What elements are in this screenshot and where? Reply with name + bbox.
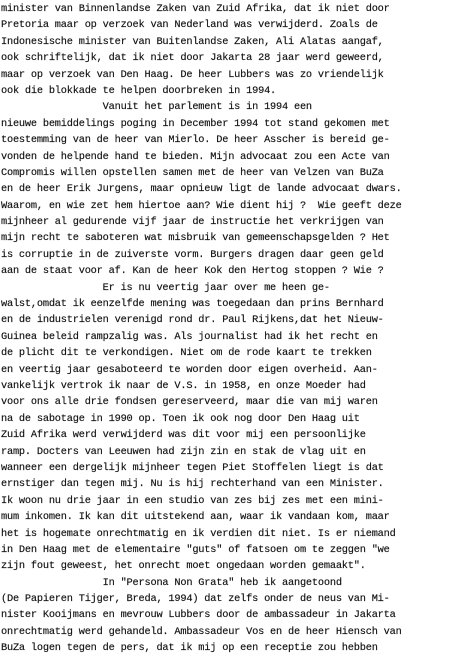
text-line: BuZa logen tegen de pers, dat ik mij op een receptie zou hebben xyxy=(1,642,378,655)
text-line: is corruptie in de zuiverste vorm. Burgers dragen daar geen geld xyxy=(1,248,384,261)
text-line: ramp. Docters van Leeuwen had zijn zin en stak de vlag uit en xyxy=(1,445,366,458)
text-line: Er is nu veertig jaar over me heen ge- xyxy=(1,281,330,294)
text-line: nister Kooijmans en mevrouw Lubbers door de ambassadeur in Jakarta xyxy=(1,609,396,622)
body-text xyxy=(1,1,449,657)
text-line: (De Papieren Tijger, Breda, 1994) dat zelfs onder de neus van Mi- xyxy=(1,593,390,606)
text-line: het is hogemate onrechtmatig en ik verdien dit niet. Is er niemand xyxy=(1,527,396,540)
text-line: Indonesische minister van Buitenlandse Zaken, Ali Alatas aangaf, xyxy=(1,35,384,48)
text-line: vankelijk vertrok ik naar de V.S. in 1958, en onze Moeder had xyxy=(1,379,366,392)
text-line: Zuid Afrika werd verwijderd was dit voor mij een persoonlijke xyxy=(1,429,366,442)
text-line: mijn recht te saboteren wat misbruik van gemeenschapsgelden ? Het xyxy=(1,232,390,245)
text-line: Vanuit het parlement is in 1994 een xyxy=(1,101,312,114)
text-line: Ik woon nu drie jaar in een studio van zes bij zes met een mini- xyxy=(1,494,384,507)
text-line: na de sabotage in 1990 op. Toen ik ook nog door Den Haag uit xyxy=(1,412,360,425)
text-line: walst,omdat ik eenzelfde mening was toegedaan dan prins Bernhard xyxy=(1,298,384,311)
text-line: voor ons alle drie fondsen gereserveerd, maar die van mij waren xyxy=(1,396,378,409)
text-line: minister van Binnenlandse Zaken van Zuid Afrika, dat ik niet door xyxy=(1,3,390,15)
text-line: mum inkomen. Ik kan dit uitstekend aan, waar ik vandaan kom, maar xyxy=(1,511,390,524)
text-line: mijnheer al gedurende vijf jaar de instructie het verkrijgen van xyxy=(1,216,384,229)
text-line: de plicht dit te verkondigen. Niet om de rode kaart te trekken xyxy=(1,347,372,360)
text-line: en veertig jaar gesaboteerd te worden door eigen overheid. Aan- xyxy=(1,363,378,376)
text-line: zijn fout geweest, het onrecht moet ongedaan worden gemaakt". xyxy=(1,560,366,573)
text-line: Compromis willen opstellen samen met de heer van Velzen van BuZa xyxy=(1,166,384,179)
text-line: in Den Haag met de elementaire "guts" of fatsoen om te zeggen "we xyxy=(1,543,390,556)
text-line: en de heer Erik Jurgens, maar opnieuw ligt de lande advocaat dwars. xyxy=(1,183,402,196)
text-line: ook die blokkade te helpen doorbreken in 1994. xyxy=(1,84,277,97)
text-line: vonden de helpende hand te bieden. Mijn advocaat zou een Acte van xyxy=(1,150,390,163)
text-line: en de industrielen verenigd rond dr. Paul Rijkens,dat het Nieuw- xyxy=(1,314,384,327)
text-line: ook schriftelijk, dat ik niet door Jakarta 28 jaar werd geweerd, xyxy=(1,52,384,65)
text-line: onrechtmatig werd gehandeld. Ambassadeur Vos en de heer Hiensch van xyxy=(1,625,402,638)
text-line: ernstiger dan tegen mij. Nu is hij rechterhand van een Minister. xyxy=(1,478,384,491)
text-line: Guinea beleid rampzalig was. Als journalist had ik het recht en xyxy=(1,330,378,343)
text-line: maar op verzoek van Den Haag. De heer Lubbers was zo vriendelijk xyxy=(1,68,384,81)
text-line: In "Persona Non Grata" heb ik aangetoond xyxy=(1,576,342,589)
text-line: toestemming van de heer van Mierlo. De heer Asscher is bereid ge- xyxy=(1,134,390,147)
text-line: nieuwe bemiddelings poging in December 1994 tot stand gekomen met xyxy=(1,117,390,130)
text-line: wanneer een dergelijk mijnheer tegen Piet Stoffelen liegt is dat xyxy=(1,461,384,474)
text-line: Waarom, en wie zet hem hiertoe aan? Wie dient hij ? Wie geeft deze xyxy=(1,199,402,212)
text-line: aan de staat voor af. Kan de heer Kok den Hertog stoppen ? Wie ? xyxy=(1,265,384,278)
text-line: Pretoria maar op verzoek van Nederland was verwijderd. Zoals de xyxy=(1,19,378,32)
